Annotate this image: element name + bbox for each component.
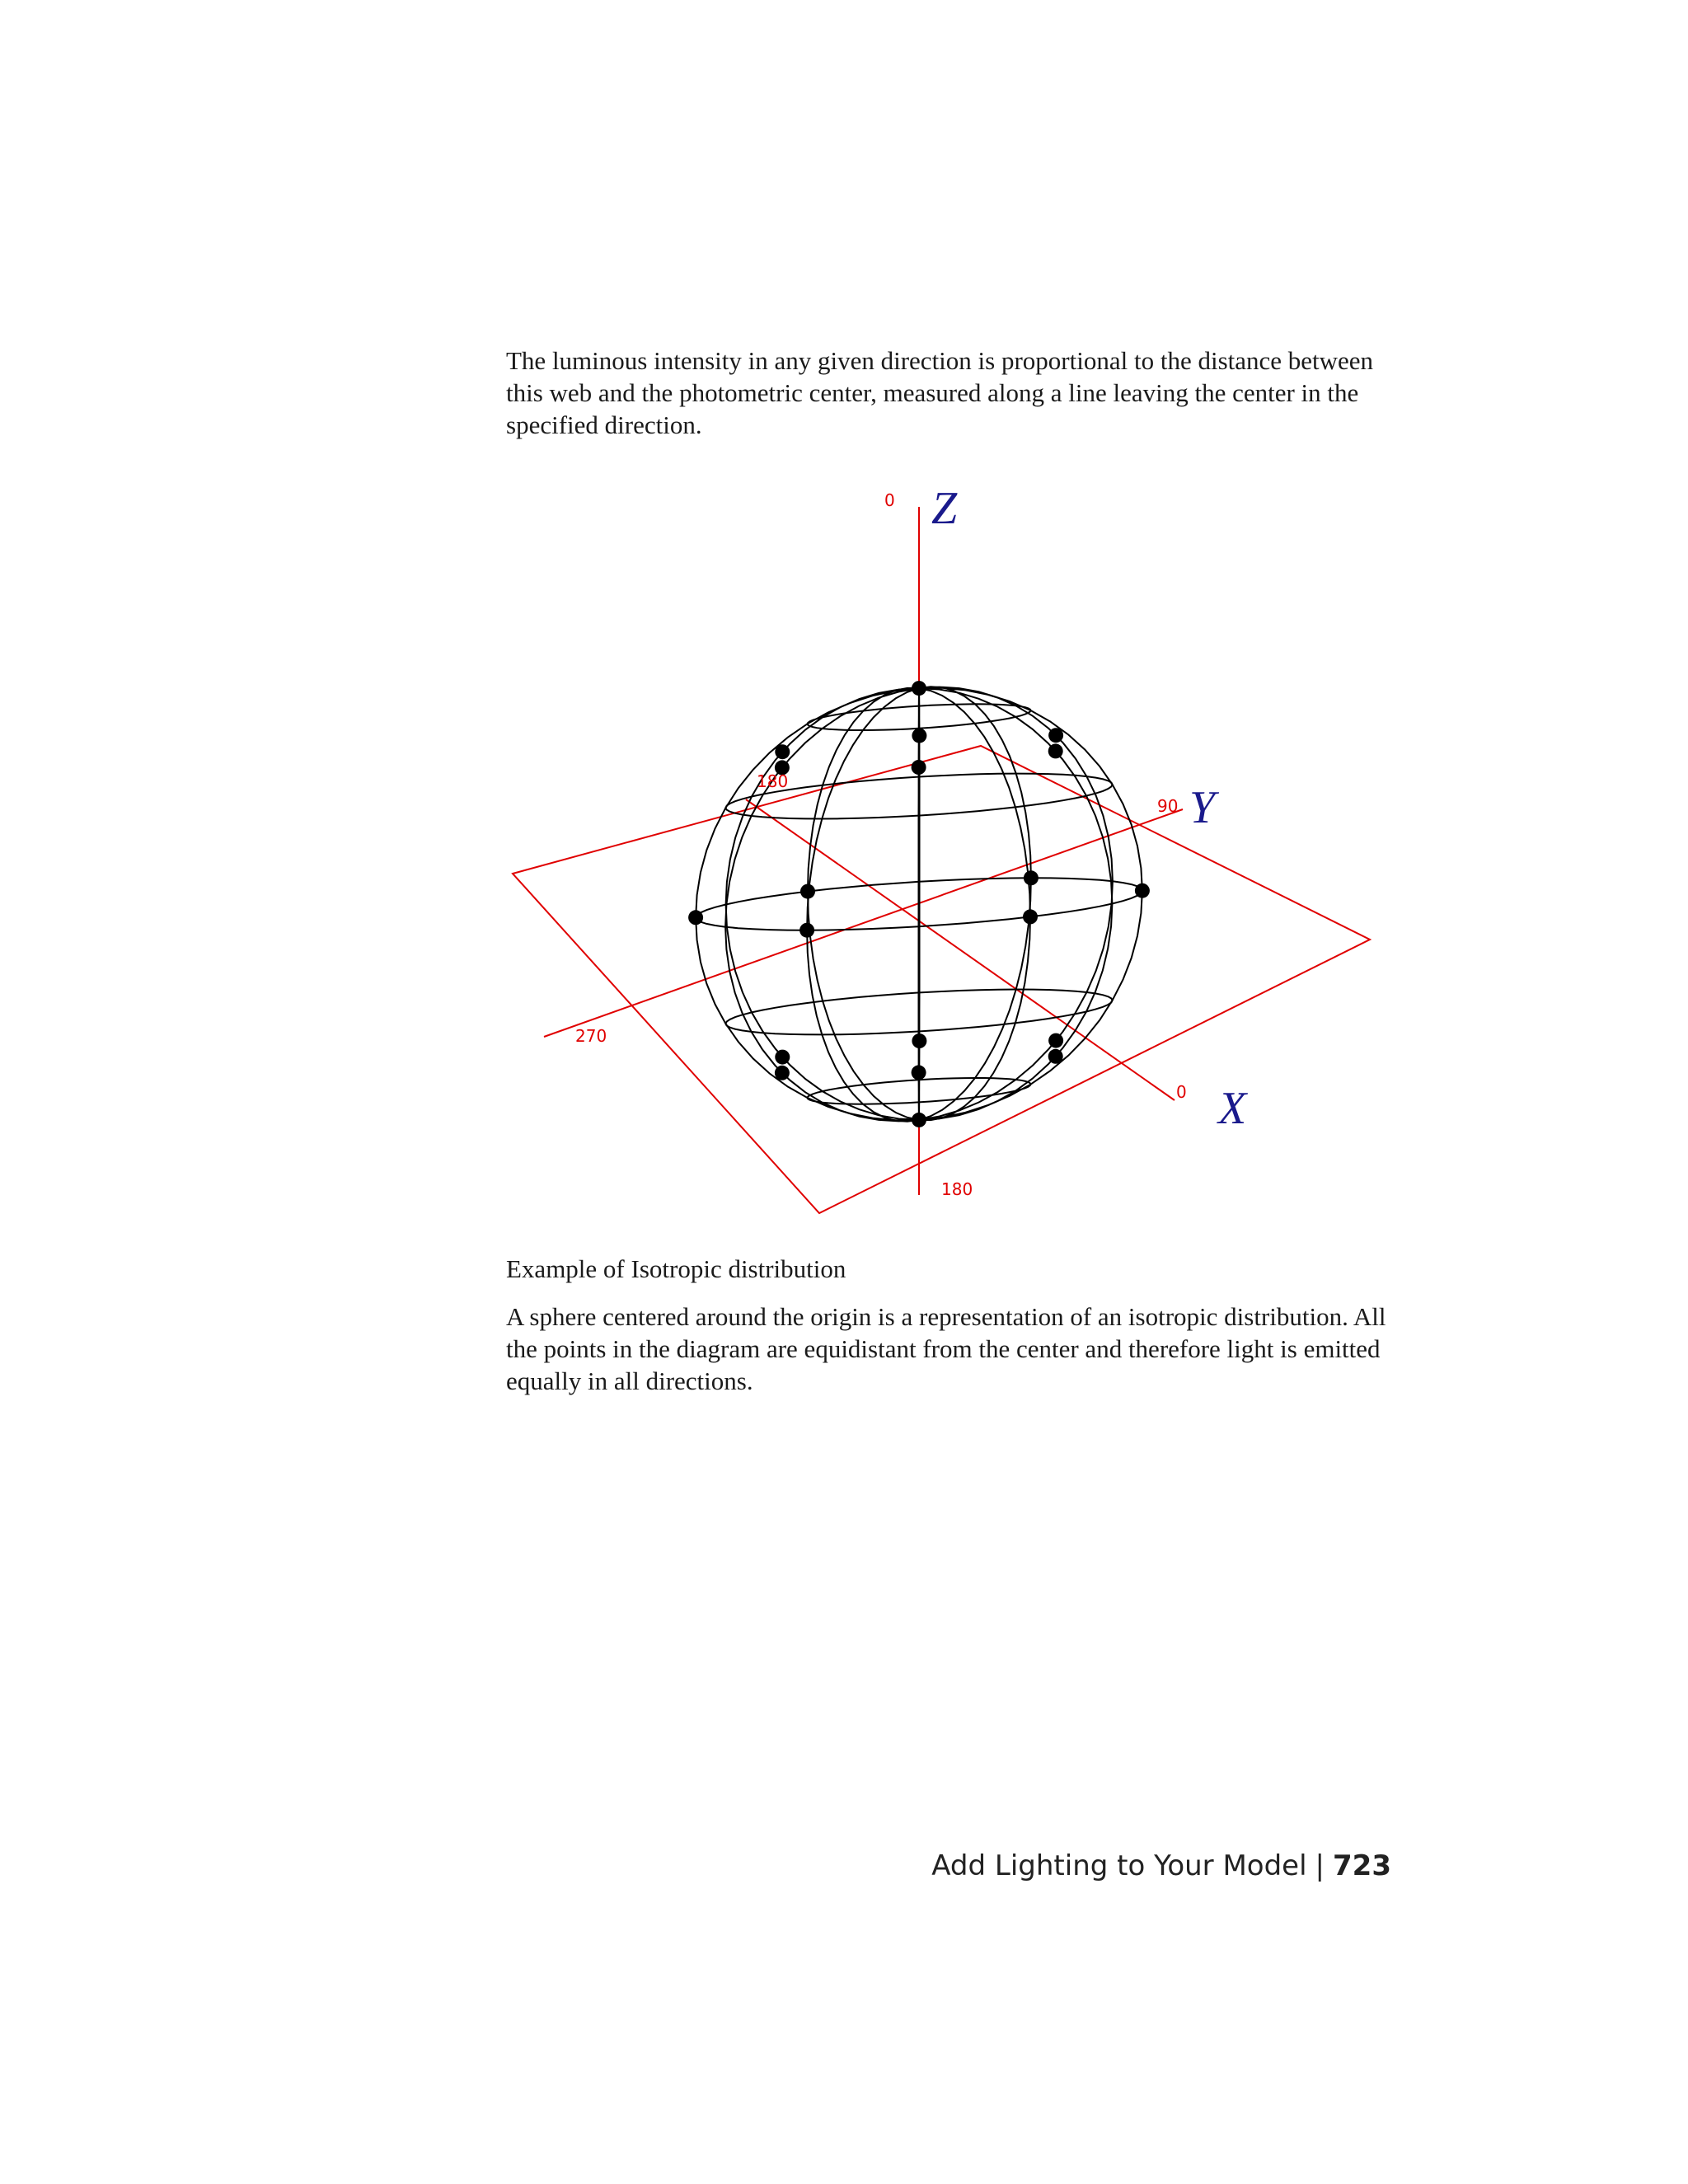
meridian <box>919 687 920 1122</box>
sphere-web <box>696 687 1142 1122</box>
x-positive-angle-label: 0 <box>1176 1082 1187 1102</box>
figure-caption: Example of Isotropic distribution <box>506 1254 846 1283</box>
web-point <box>688 910 703 925</box>
web-point <box>1048 1049 1063 1064</box>
web-point <box>912 1113 926 1127</box>
isotropic-distribution-figure <box>495 474 1401 1240</box>
z-axis-label: Z <box>931 483 958 534</box>
web-point <box>912 1033 926 1048</box>
ground-plane <box>513 746 1370 1213</box>
intro-paragraph: The luminous intensity in any given direction is proportional to the distance between this web and the photometric center, measured along a line leaving the center in the specified direction. <box>506 346 1374 439</box>
web-point <box>799 923 814 938</box>
x-axis-label: X <box>1218 1083 1247 1134</box>
y-axis-label: Y <box>1189 782 1216 833</box>
web-point <box>775 744 790 759</box>
web-point <box>1048 743 1063 758</box>
x-negative-angle-label: 180 <box>757 771 789 791</box>
y-negative-angle-label: 270 <box>575 1026 607 1046</box>
web-point <box>912 760 926 775</box>
footer-section-title: Add Lighting to Your Model <box>931 1849 1307 1882</box>
web-point <box>1023 909 1038 924</box>
y-positive-angle-label: 90 <box>1157 796 1179 816</box>
web-point <box>800 884 815 899</box>
web-point <box>912 681 926 696</box>
web-point <box>912 1065 926 1080</box>
web-point <box>912 729 926 743</box>
body-paragraph: A sphere centered around the origin is a representation of an isotropic distribution. All the points in the diagram are equidistant from the center and therefore light is emitted equally in all directions. <box>506 1302 1386 1395</box>
web-point <box>1024 870 1039 885</box>
y-axis <box>544 809 1183 1037</box>
footer-separator: | <box>1315 1849 1325 1882</box>
web-point <box>775 1050 790 1065</box>
page-number: 723 <box>1333 1849 1391 1882</box>
page-footer <box>931 1849 1391 1882</box>
web-point <box>775 1066 790 1080</box>
z-top-angle-label: 0 <box>884 490 895 510</box>
z-bottom-angle-label: 180 <box>941 1179 973 1199</box>
web-point <box>1048 1033 1063 1048</box>
web-point <box>1135 883 1150 898</box>
web-point <box>1048 728 1063 743</box>
